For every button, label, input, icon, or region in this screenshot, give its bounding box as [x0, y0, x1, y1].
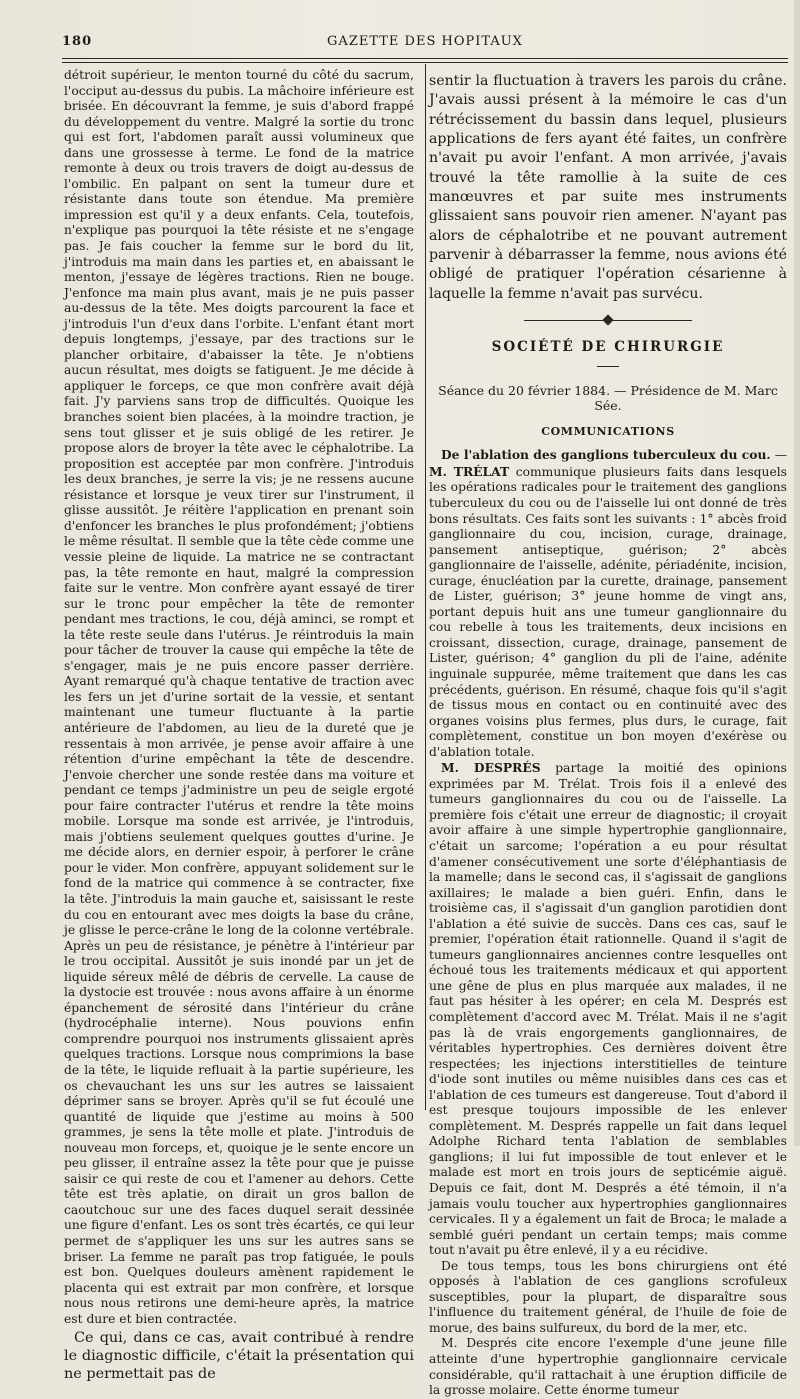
page-edge: [794, 0, 800, 1146]
case-conclusion-paragraph: Ce qui, dans ce cas, avait contribué à rendre le diagnostic difficile, c'était la présentation qui ne permettait pas de: [64, 1330, 414, 1383]
article-dash: —: [770, 448, 787, 463]
article-title: De l'ablation des ganglions tuberculeux du cou.: [441, 447, 771, 463]
trelat-text: communique plusieurs faits dans lesquels les opérations radicales pour le traitement des ganglions tuberculeux du cou ou de l'aisselle lui ont donné de très bons résultats. Ces faits sont les suivants : 1° abcès froid ganglionnaire du cou, incision, curage, drainage, pansement antiseptique, guérison; 2° abcès ganglionnaire de l'aisselle, adénite, périadénite, incision, curage, énucléation par la curette, drainage, pansement de Lister, guérison; 3° jeune homme de vingt ans, portant depuis huit ans une tumeur ganglionnaire du cou rebelle à tous les traitements, deux incisions en croissant, dissection, curage, drainage, pansement de Lister, guérison; 4° ganglion du pli de l'aine, adénite inguinale suppurée, même traitement que dans les cas précédents, guérison. En résumé, chaque fois qu'il s'agit de tissus mous en contact ou en continuité avec des organes voisins plus fermes, plus durs, le curage, fait complètement, constitue un bon moyen d'exérèse ou d'ablation totale.: [429, 464, 787, 759]
page-header: [62, 34, 788, 54]
section-title: SOCIÉTÉ DE CHIRURGIE: [491, 339, 725, 356]
page-number: 180: [62, 34, 93, 49]
article-paragraph-trelat: [429, 447, 787, 760]
speaker-trelat: M. TRÉLAT: [429, 463, 510, 479]
title-rule: [597, 366, 619, 367]
column-divider: [425, 64, 426, 1110]
header-rule: [62, 58, 788, 59]
article-paragraph-despres: [429, 760, 787, 1259]
case-continuation-paragraph: sentir la fluctuation à travers les parois du crâne. J'avais aussi présent à la mémoire le cas d'un rétrécissement du bassin dans lequel, plusieurs applications de fers ayant été faites, un confrère n'avait pu avoir l'enfant. A mon arrivée, j'avais trouvé la tête ramollie à la suite de ces manœuvres et par suite mes instruments glissaient sans pouvoir rien amener. N'ayant pas alors de céphalotribe et ne pouvant autrement parvenir à débarrasser la femme, nous avions été obligé de pratiquer l'opération césarienne à laquelle la femme n'avait pas survécu.: [429, 73, 787, 302]
article-paragraph-4: M. Després cite encore l'exemple d'une jeune fille atteinte d'une hypertrophie ganglionnaire cervicale considérable, qu'il rattachait à une éruption difficile de la grosse molaire. Cette énorme tumeur: [429, 1336, 787, 1398]
header-rule-double: [62, 62, 788, 63]
case-report-paragraph: détroit supérieur, le menton tourné du côté du sacrum, l'occiput au-dessus du pubis. La mâchoire inférieure est brisée. En découvrant la femme, je suis d'abord frappé du développement du ventre. Malgré la sortie du tronc qui est fort, l'abdomen paraît aussi volumineux que dans une grossesse à terme. Le fond de la matrice remonte à deux ou trois travers de doigt au-dessus de l'ombilic. En palpant on sent la tumeur dure et résistante dans toute son étendue. Ma première impression est qu'il y a deux enfants. Cela, toutefois, n'explique pas pourquoi la tête résiste et ne s'engage pas. Je fais coucher la femme sur le bord du lit, j'introduis ma main dans les parties et, en abaissant le menton, j'essaye de légères tractions. Rien ne bouge. J'enfonce ma main plus avant, mais je ne puis passer au-dessus de la tête. Mes doigts parcourent la face et j'introduis l'un d'eux dans l'orbite. L'enfant étant mort depuis longtemps, j'essaye, par des tractions sur le plancher orbitaire, d'abaisser la tête. Je n'obtiens aucun résultat, mes doigts se fatiguent. Je me décide à appliquer le forceps, ce que mon confrère avait déjà fait. J'y parviens sans trop de difficultés. Quoique les branches soient bien placées, à la moindre traction, je sens tout glisser et je suis obligé de les retirer. Je propose alors de broyer la tête avec le céphalotribe. La proposition est acceptée par mon confrère. J'introduis les deux branches, je serre la vis; je ne ressens aucune résistance et lorsque je veux tirer sur l'instrument, il glisse aussitôt. Je réitère l'application en prenant soin d'enfoncer les branches le plus profondément; j'obtiens le même résultat. Il semble que la tête cède comme une vessie pleine de liquide. La matrice ne se contractant pas, la tête remonte en haut, malgré la compression faite sur le ventre. Mon confrère ayant essayé de tirer sur le tronc pour empêcher la tête de remonter pendant mes tractions, le cou, déjà aminci, se rompt et la tête reste seule dans l'utérus. Je réintroduis la main pour tâcher de trouver la cause qui empêche la tête de s'engager, mais je ne puis encore passer derrière. Ayant remarqué qu'à chaque tentative de traction avec les fers un jet d'urine sortait de la vessie, et sentant maintenant une tumeur fluctuante à la partie antérieure de l'abdomen, au lieu de la dureté que je ressentais à mon arrivée, je pense avoir affaire à une rétention d'urine empêchant la tête de descendre. J'envoie chercher une sonde restée dans ma voiture et pendant ce temps j'administre un peu de seigle ergoté pour faire contracter l'utérus et rendre la tête moins mobile. Lorsque ma sonde est arrivée, je l'introduis, mais j'obtiens seulement quelques gouttes d'urine. Je me décide alors, en dernier espoir, à perforer le crâne pour le vider. Mon confrère, appuyant solidement sur le fond de la matrice qui commence à se contracter, fixe la tête. J'introduis la main gauche et, saisissant le reste du cou en entourant avec mes doigts la base du crâne, je glisse le perce-crâne le long de la colonne vertébrale. Après un peu de résistance, je pénètre à l'intérieur par le trou occipital. Aussitôt je suis inondé par un jet de liquide séreux mêlé de débris de cervelle. La cause de la dystocie est trouvée : nous avons affaire à un énorme épanchement de sérosité dans l'intérieur du crâne (hydrocéphalie interne). Nous pouvions enfin comprendre pourquoi nos instruments glissaient après quelques tractions. Lorsque nous comprimions la base de la tête, le liquide refluait à la partie supérieure, les os chevauchant les uns sur les autres se laissaient déprimer sans se broyer. Après qu'il se fut écoulé une quantité de liquide que j'estime au moins à 500 grammes, je sens la tête molle et plate. J'introduis de nouveau mon forceps, et, quoique je le sente encore un peu glisser, il entraîne assez la tête pour que je puisse saisir ce qui reste de cou et l'amener au dehors. Cette tête est très aplatie, on dirait un gros ballon de caoutchouc sur une des faces duquel serait dessinée une figure d'enfant. Les os sont très écartés, ce qui leur permet de s'appliquer les uns sur les autres sans se briser. La femme ne paraît pas trop fatiguée, le pouls est bon. Quelques douleurs amènent rapidement le placenta qui est extrait par mon confrère, et lorsque nous nous retirons une demi-heure après, la matrice est dure et bien contractée.: [64, 68, 414, 1326]
section-ornament: [429, 316, 787, 326]
subheading: COMMUNICATIONS: [541, 424, 675, 438]
left-column: [64, 68, 414, 1383]
article-paragraph-3: De tous temps, tous les bons chirurgiens ont été opposés à l'ablation de ces ganglions scrofuleux susceptibles, pour la plupart, de disparaître sous l'influence du traitement général, de l'huile de foie de morue, des bains sulfureux, du bord de la mer, etc.: [429, 1258, 787, 1335]
running-title: GAZETTE DES HOPITAUX: [327, 34, 523, 49]
diamond-ornament-icon: [602, 314, 613, 325]
session-line: Séance du 20 février 1884. — Présidence de M. Marc Sée.: [438, 382, 778, 414]
right-column: [429, 72, 787, 1399]
speaker-despres: M. DESPRÉS: [441, 760, 541, 776]
despres-text: partage la moitié des opinions exprimées par M. Trélat. Trois fois il a enlevé des tumeurs ganglionnaires du cou ou de l'aisselle. La première fois c'était une erreur de diagnostic; il croyait avoir affaire à une simple hypertrophie ganglionnaire, c'était un sarcome; l'opération a eu pour résultat d'amener consécutivement une sorte d'éléphantiasis de la mamelle; dans le second cas, il s'agissait de ganglions axillaires; le malade a bien guéri. Enfin, dans le troisième cas, il s'agissait d'un ganglion parotidien dont l'ablation a été suivie de succès. Dans ces cas, sauf le premier, l'opération était rationnelle. Quand il s'agit de tumeurs ganglionnaires anciennes contre lesquelles ont échoué tous les traitements médicaux et qui apportent une gêne de plus en plus marquée aux malades, il ne faut pas hésiter à les opérer; en cela M. Després est complètement d'accord avec M. Trélat. Mais il ne s'agit pas là de vrais engorgements ganglionnaires, de véritables hypertrophies. Ces dernières doivent être respectées; les injections interstitielles de teinture d'iode sont inutiles ou même nuisibles dans ces cas et l'ablation de ces tumeurs est dangereuse. Tout d'abord il est presque toujours impossible de les enlever complètement. M. Després rappelle un fait dans lequel Adolphe Richard tenta l'ablation de semblables ganglions; il lui fut impossible de tout enlever et le malade est mort en trois jours de septicémie aiguë. Depuis ce fait, dont M. Després a été témoin, il n'a jamais voulu toucher aux hypertrophies ganglionnaires cervicales. Il y a également un fait de Broca; le malade a semblé guéri pendant un certain temps; mais comme tout n'avait pu être enlevé, il y a eu récidive.: [429, 761, 787, 1258]
